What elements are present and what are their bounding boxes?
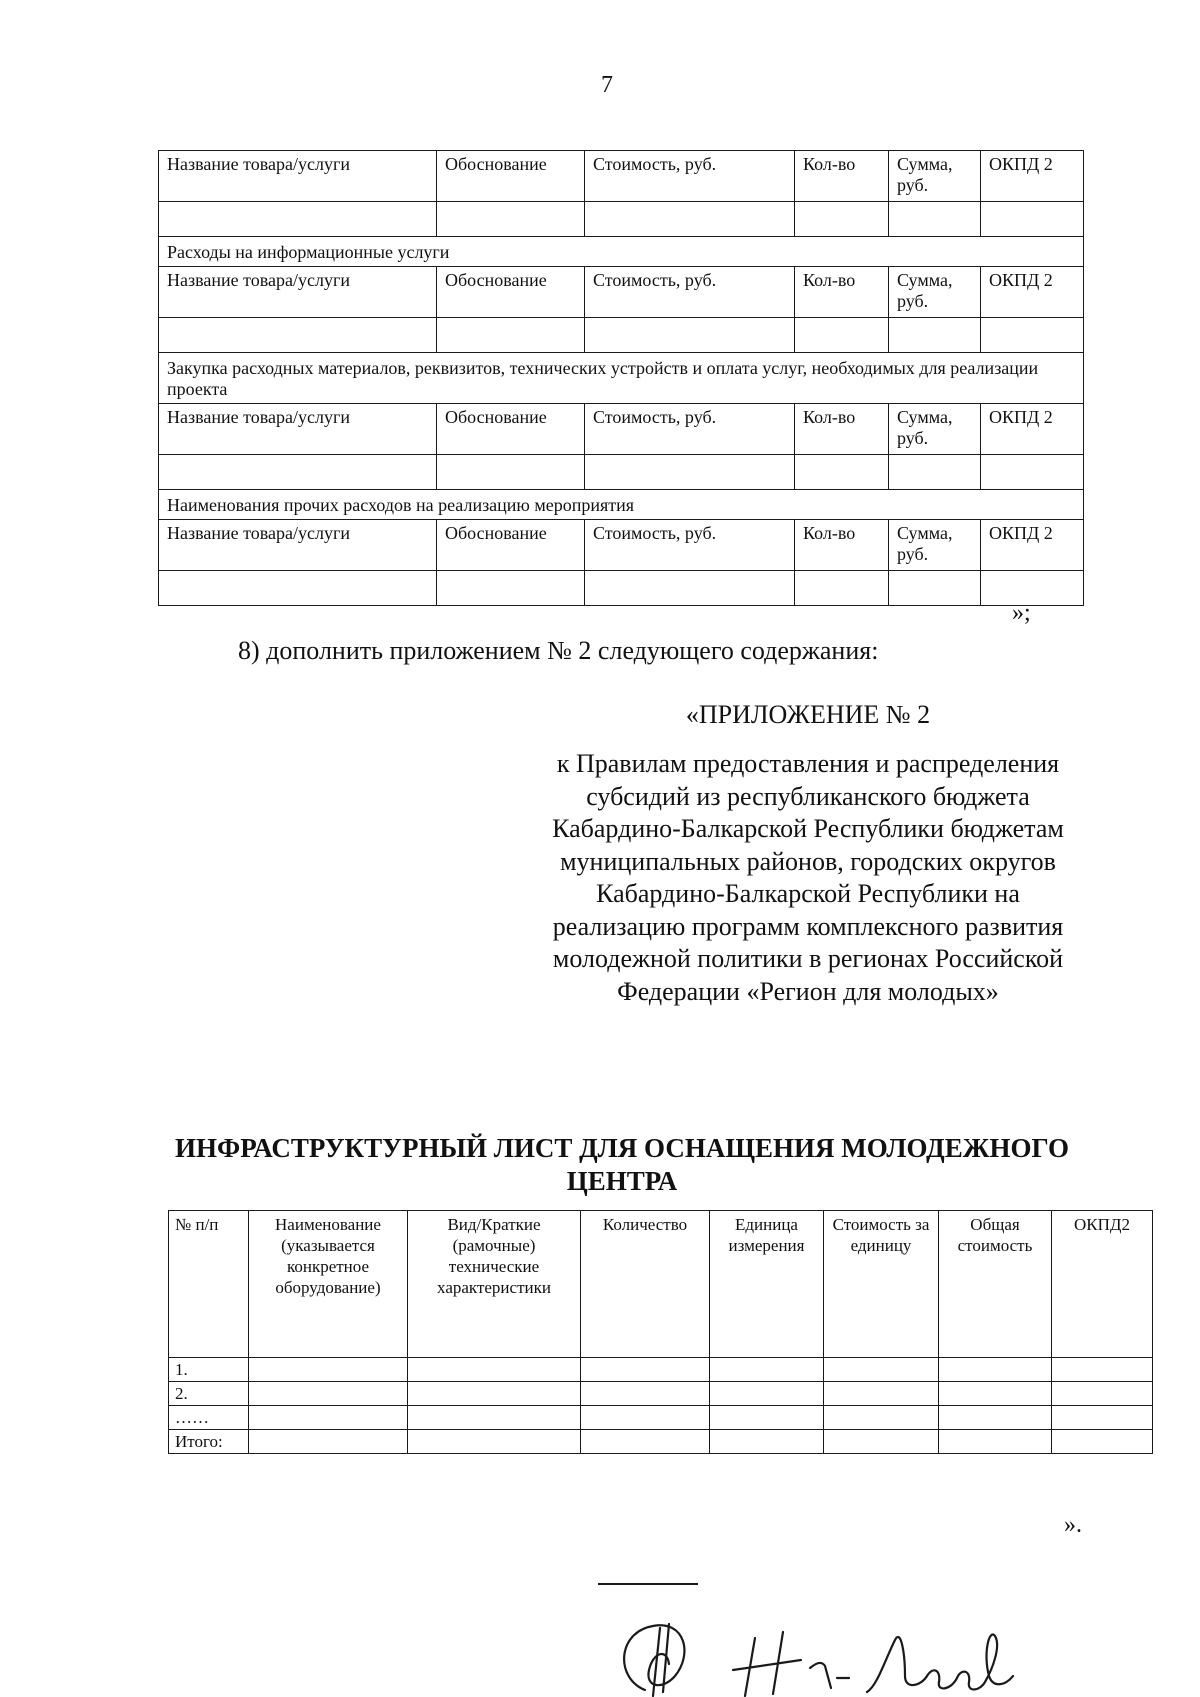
table-cell: [159, 318, 437, 353]
header-cell: Наименование (указывается конкретное оборудование): [249, 1211, 408, 1358]
header-cell: Стоимость, руб.: [585, 520, 795, 571]
header-cell: № п/п: [169, 1211, 249, 1358]
table-cell: [1052, 1382, 1153, 1406]
header-cell: Обоснование: [437, 151, 585, 202]
table-cell: [585, 318, 795, 353]
table-cell: [889, 202, 981, 237]
table-cell: [585, 571, 795, 606]
table-cell: [795, 455, 889, 490]
header-cell: Сумма, руб.: [889, 404, 981, 455]
table-cell: [710, 1430, 824, 1454]
table-cell: [249, 1358, 408, 1382]
header-cell: Название товара/услуги: [159, 520, 437, 571]
table-cell: [249, 1382, 408, 1406]
header-cell: Стоимость, руб.: [585, 404, 795, 455]
closing-quote: »;: [1012, 600, 1031, 626]
appendix-subtitle: к Правилам предоставления и распределения субсидий из республиканского бюджета Кабардино-Балкарской Республики бюджетам муниципальных районов, городских округов Кабардино-Балкарской Республики на реализацию программ комплексного развития молодежной политики в регионах Российской Федерации «Регион для молодых»: [552, 749, 1064, 1006]
signature-stroke: [810, 1663, 831, 1688]
header-cell: Обоснование: [437, 267, 585, 318]
header-cell: Обоснование: [437, 404, 585, 455]
table-row: [169, 1406, 1153, 1430]
table-row: [169, 1358, 1153, 1382]
table-cell: [795, 318, 889, 353]
table-cell: [824, 1358, 939, 1382]
header-cell: ОКПД 2: [981, 520, 1084, 571]
header-cell: Единица измерения: [710, 1211, 824, 1358]
table-cell: [1052, 1358, 1153, 1382]
table-header-row: [159, 267, 1084, 318]
table-cell: [581, 1430, 710, 1454]
table-cell: [795, 571, 889, 606]
table-cell: [581, 1406, 710, 1430]
section-row: [159, 490, 1084, 520]
closing-quote-final: ».: [1064, 1512, 1082, 1538]
header-cell: Стоимость, руб.: [585, 151, 795, 202]
header-cell: Общая стоимость: [939, 1211, 1052, 1358]
header-cell: Название товара/услуги: [159, 267, 437, 318]
table-cell: [981, 571, 1084, 606]
header-cell: Сумма, руб.: [889, 151, 981, 202]
header-cell: Кол-во: [795, 151, 889, 202]
section-title: Наименования прочих расходов на реализацию мероприятия: [159, 490, 1084, 520]
table-cell: [981, 202, 1084, 237]
table-cell: [1052, 1406, 1153, 1430]
infrastructure-table: [168, 1210, 1153, 1454]
row-label: 1.: [169, 1358, 249, 1382]
header-cell: ОКПД 2: [981, 267, 1084, 318]
row-label: ……: [169, 1406, 249, 1430]
section-title: Закупка расходных материалов, реквизитов, технических устройств и оплата услуг, необходимых для реализации проекта: [159, 353, 1084, 404]
table-cell: [889, 318, 981, 353]
table-cell: [249, 1406, 408, 1430]
table-cell: [437, 202, 585, 237]
header-cell: Обоснование: [437, 520, 585, 571]
table-header-row: [159, 404, 1084, 455]
header-cell: Количество: [581, 1211, 710, 1358]
table-header-row: [159, 151, 1084, 202]
table-cell: [408, 1406, 581, 1430]
table-cell: [824, 1430, 939, 1454]
table-cell: [939, 1358, 1052, 1382]
table-cell: [981, 318, 1084, 353]
divider-line: [598, 1583, 698, 1585]
table-cell: [1052, 1430, 1153, 1454]
table-cell: [159, 455, 437, 490]
section-row: [159, 237, 1084, 267]
table-cell: [824, 1406, 939, 1430]
table-cell: [437, 571, 585, 606]
table-cell: [585, 202, 795, 237]
signature-stroke: [867, 1635, 1013, 1692]
header-cell: Вид/Краткие (рамочные) технические характеристики: [408, 1211, 581, 1358]
table-cell: [581, 1358, 710, 1382]
section-title: Расходы на информационные услуги: [159, 237, 1084, 267]
table-cell: [249, 1430, 408, 1454]
header-cell: ОКПД 2: [981, 151, 1084, 202]
signature-stroke: [733, 1632, 801, 1696]
header-cell: Кол-во: [795, 404, 889, 455]
header-cell: Сумма, руб.: [889, 267, 981, 318]
page-number: 7: [601, 72, 613, 98]
appendix-header: «ПРИЛОЖЕНИЕ № 2: [685, 700, 931, 729]
table-cell: [408, 1382, 581, 1406]
header-cell: Сумма, руб.: [889, 520, 981, 571]
header-cell: Стоимость за единицу: [824, 1211, 939, 1358]
instruction-text: 8) дополнить приложением № 2 следующего содержания:: [238, 636, 879, 665]
header-cell: Кол-во: [795, 267, 889, 318]
table-cell: [939, 1406, 1052, 1430]
table-header-row: [159, 520, 1084, 571]
table-cell: [437, 455, 585, 490]
table-row: [159, 571, 1084, 606]
table-row: [169, 1430, 1153, 1454]
table-cell: [408, 1358, 581, 1382]
table-row: [159, 318, 1084, 353]
table-cell: [710, 1406, 824, 1430]
header-cell: Название товара/услуги: [159, 404, 437, 455]
table-cell: [981, 455, 1084, 490]
table-cell: [408, 1430, 581, 1454]
header-cell: ОКПД2: [1052, 1211, 1153, 1358]
table-cell: [939, 1430, 1052, 1454]
budget-table: [158, 150, 1084, 606]
table-cell: [437, 318, 585, 353]
header-cell: ОКПД 2: [981, 404, 1084, 455]
table-cell: [585, 455, 795, 490]
table-cell: [159, 202, 437, 237]
header-cell: Стоимость, руб.: [585, 267, 795, 318]
table-cell: [710, 1382, 824, 1406]
signature: [605, 1620, 1045, 1697]
table-cell: [795, 202, 889, 237]
row-label: Итого:: [169, 1430, 249, 1454]
header-cell: Кол-во: [795, 520, 889, 571]
row-label: 2.: [169, 1382, 249, 1406]
table-row: [159, 202, 1084, 237]
table-cell: [710, 1358, 824, 1382]
table-row: [159, 455, 1084, 490]
document-title: ИНФРАСТРУКТУРНЫЙ ЛИСТ ДЛЯ ОСНАЩЕНИЯ МОЛОДЕЖНОГО ЦЕНТРА: [175, 1133, 1069, 1196]
table-cell: [889, 455, 981, 490]
section-row: [159, 353, 1084, 404]
table-row: [169, 1382, 1153, 1406]
header-cell: Название товара/услуги: [159, 151, 437, 202]
table-header-row: [169, 1211, 1153, 1358]
table-cell: [889, 571, 981, 606]
table-cell: [581, 1382, 710, 1406]
table-cell: [939, 1382, 1052, 1406]
table-cell: [824, 1382, 939, 1406]
table-cell: [159, 571, 437, 606]
